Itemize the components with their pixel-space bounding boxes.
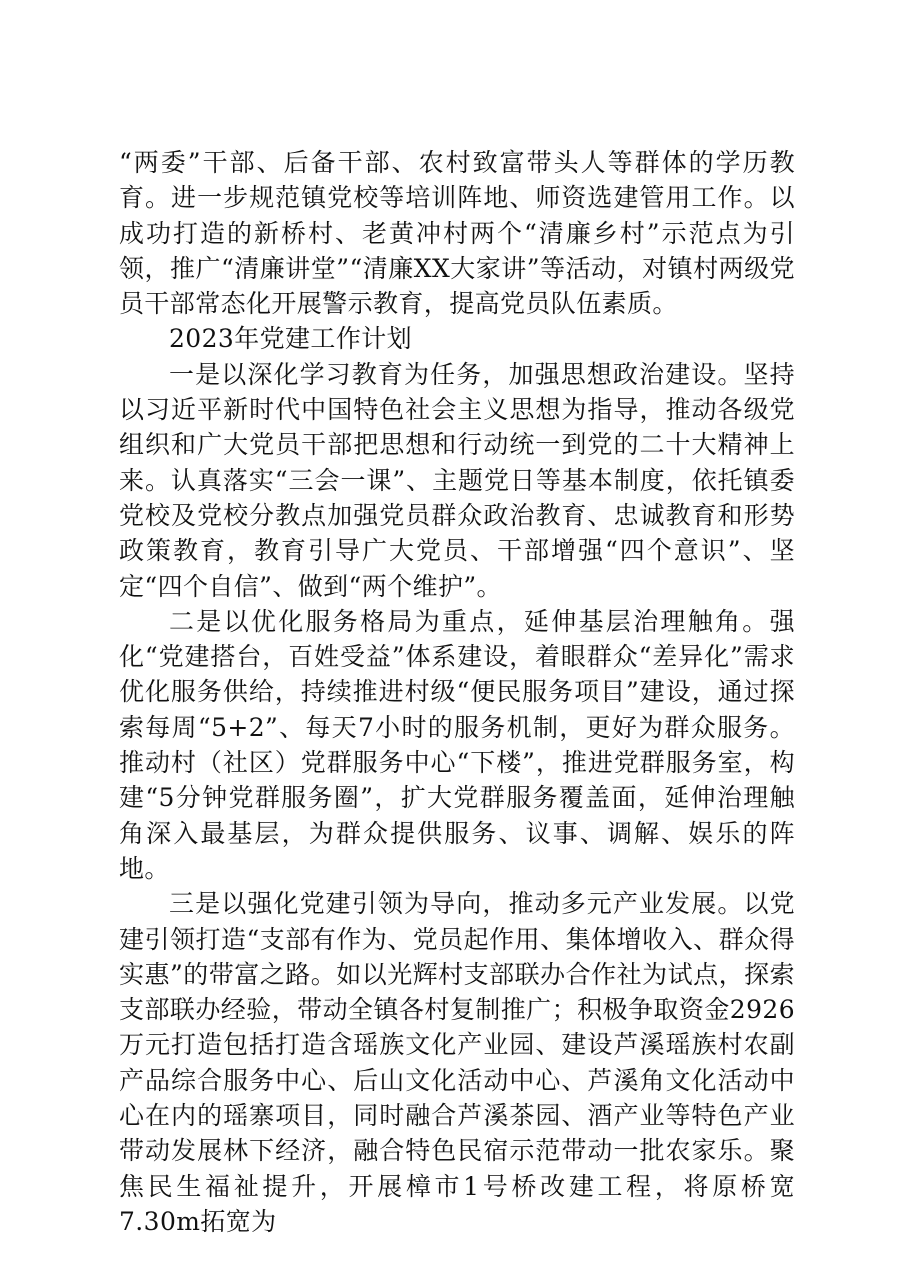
paragraph-study-education: 一是以深化学习教育为任务，加强思想政治建设。坚持以习近平新时代中国特色社会主义思想为指导，推动各级党组织和广大党员干部把思想和行动统一到党的二十大精神上来。认真落实“三会一课”、主题党日等基本制度，依托镇委党校及党校分教点加强党员群众政治教育、忠诚教育和形势政策教育，教育引导广大党员、干部增强“四个意识”、坚定“四个自信”、做到“两个维护”。 (119, 359, 795, 601)
paragraph-continuation: “两委”干部、后备干部、农村致富带头人等群体的学历教育。进一步规范镇党校等培训阵地、师资选建管用工作。以成功打造的新桥村、老黄冲村两个“清廉乡村”示范点为引领，推广“清廉讲堂”“清廉XX大家讲”等活动，对镇村两级党员干部常态化开展警示教育，提高党员队伍素质。 (119, 148, 795, 319)
document-body (119, 145, 795, 1239)
section-title: 2023年党建工作计划 (169, 324, 413, 354)
paragraph-industry-development: 三是以强化党建引领为导向，推动多元产业发展。以党建引领打造“支部有作为、党员起作用、集体增收入、群众得实惠”的带富之路。如以光辉村支部联办合作社为试点，探索支部联办经验，带动全镇各村复制推广；积极争取资金2926万元打造包括打造含瑶族文化产业园、建设芦溪瑶族村农副产品综合服务中心、后山文化活动中心、芦溪角文化活动中心在内的瑶寨项目，同时融合芦溪茶园、酒产业等特色产业带动发展林下经济，融合特色民宿示范带动一批农家乐。聚焦民生福祉提升，开展樟市1号桥改建工程，将原桥宽7.30m拓宽为 (119, 889, 795, 1236)
paragraph-service-layout: 二是以优化服务格局为重点，延伸基层治理触角。强化“党建搭台，百姓受益”体系建设，着眼群众“差异化”需求优化服务供给，持续推进村级“便民服务项目”建设，通过探索每周“5+2”、每天7小时的服务机制，更好为群众服务。推动村（社区）党群服务中心“下楼”，推进党群服务室，构建“5分钟党群服务圈”，扩大党群服务覆盖面，延伸治理触角深入最基层，为群众提供服务、议事、调解、娱乐的阵地。 (119, 606, 795, 883)
